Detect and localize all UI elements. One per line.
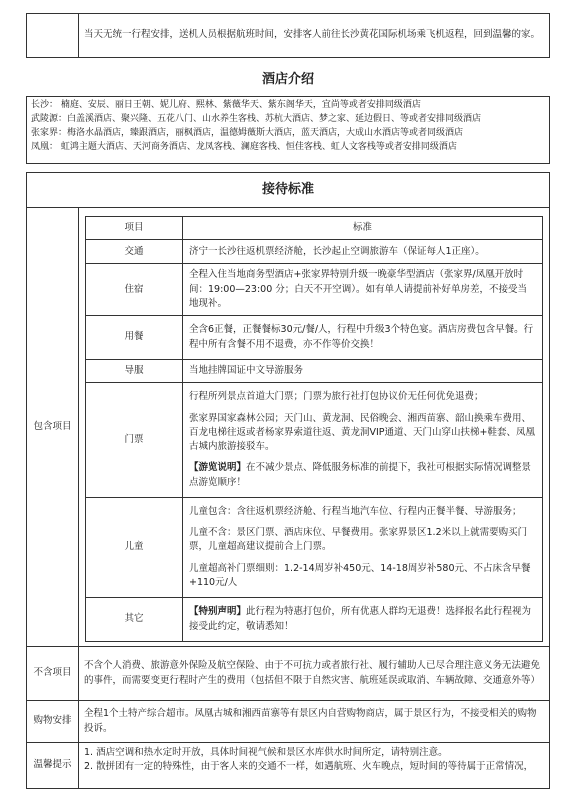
item-other-label: 其它: [86, 598, 183, 642]
hotel-row-zhangjiajie: 张家界：梅洛水晶酒店，臻跟酒店，丽枫酒店，温德姆薇斯大酒店，蓝天酒店，大成山水酒店等或者同级酒店: [31, 127, 464, 138]
shopping-label: 购物安排: [27, 701, 79, 743]
empty-cell: [27, 14, 79, 58]
item-guide-text: 当地挂牌国证中文导游服务: [183, 360, 543, 383]
standard-table: [26, 207, 550, 789]
hotel-list: [26, 96, 550, 164]
child-para-3: 儿童超高补门票细则：1.2-14周岁补450元、14-18周岁补580元、不占床含早餐+110元/人: [189, 562, 531, 588]
item-transport-label: 交通: [86, 240, 183, 264]
other-note-label: 【特别声明】: [189, 606, 247, 618]
inner-header-item: 项目: [86, 217, 183, 240]
other-note-text: 此行程为特惠打包价，所有优惠人群均无退费！选择报名此行程视为接受此约定，敬请悉知！: [189, 606, 532, 632]
tips-line-2: 2. 散拼团有一定的特殊性，由于客人来的交通不一样，如遇航班、火车晚点，短时间的等待属于正常情况，: [84, 761, 534, 773]
inner-header-standard: 标准: [183, 217, 543, 240]
return-day-text: 当天无统一行程安排，送机人员根据航班时间，安排客人前往长沙黄花国际机场乘飞机返程，回到温馨的家。: [79, 14, 550, 58]
tips-label: 温馨提示: [27, 743, 79, 789]
child-para-1: 儿童包含：含往返机票经济舱、行程当地汽车位、行程内正餐半餐、导游服务；: [189, 505, 522, 517]
ticket-note-label: 【游览说明】: [189, 462, 247, 474]
item-hotel-label: 住宿: [86, 264, 183, 316]
item-child-cell: [183, 497, 543, 597]
hotel-row-changsha: 长沙： 楠庭、安辰、丽日王朝、妮儿府、熙林、紫薇华天、紫东阁华天，宜尚等或者安排同级酒店: [31, 100, 421, 110]
item-guide-label: 导服: [86, 360, 183, 383]
shopping-text: 全程1个土特产综合超市。凤凰古城和湘西苗寨等有景区内自营购物商店，属于景区行为，不接受相关的购物投诉。: [79, 701, 550, 743]
item-ticket-label: 门票: [86, 383, 183, 498]
exclude-text: 不含个人消费、旅游意外保险及航空保险、由于不可抗力或者旅行社、履行辅助人已尽合理注意义务无法避免的事件，而需要变更行程时产生的费用（包括但不限于自然灾害、航班延误或取消、车辆故障、交通意外等）: [79, 647, 550, 701]
item-hotel-text: 全程入住当地商务型酒店+张家界特别升级一晚豪华型酒店（张家界/凤凰开放时间：19:00—23:00 分；白天不开空调）。如有单人请提前补好单房差，不接受当地现补。: [183, 264, 543, 316]
hotel-row-wulingyuan: 武陵源：白盖溪酒店、聚兴隆、五花八门、山水养生客栈、苏杭大酒店、梦之家、延边假日、等或者安排同级酒店: [31, 113, 482, 124]
exclude-label: 不含项目: [27, 647, 79, 701]
item-meal-text: 全含6正餐，正餐餐标30元/餐/人，行程中升级3个特色宴。酒店房费包含早餐。行程中所有含餐不用不退费，亦不作等价交换！: [183, 316, 543, 360]
child-para-2: 儿童不含：景区门票、酒店床位、早餐费用。张家界景区1.2米以上就需要购买门票，儿童超高建议提前合上门票。: [189, 527, 528, 553]
item-ticket-cell: [183, 383, 543, 498]
hotel-row-fenghuang: 凤凰： 虹鸿主题大酒店、天河商务酒店、龙凤客栈、澜庭客栈、恒佳客栈、虹人文客栈等或者安排同级酒店: [31, 141, 457, 152]
item-other-cell: [183, 598, 543, 642]
include-label: 包含项目: [27, 208, 79, 647]
tips-cell: [79, 743, 550, 789]
ticket-note: [189, 461, 536, 490]
ticket-para-2: 张家界国家森林公园；天门山、黄龙洞、民俗晚会、湘西苗寨、韶山换乘车费用、百龙电梯往返或者杨家界索道往返、黄龙洞VIP通道、天门山穿山扶梯+鞋套、凤凰古城内旅游接驳车。: [189, 412, 535, 452]
item-meal-label: 用餐: [86, 316, 183, 360]
standard-section-title: 接待标准: [26, 172, 550, 208]
tips-line-1: 1. 酒店空调和热水定时开放，具体时间视气候和景区水库供水时间所定，请特别注意。: [84, 747, 448, 758]
item-child-label: 儿童: [86, 497, 183, 597]
item-transport-text: 济宁一长沙往返机票经济舱，长沙起止空调旅游车（保证每人1正座）。: [183, 240, 543, 264]
ticket-note-text: 在不减少景点、降低服务标准的前提下，我社可根据实际情况调整景点游览顺序！: [189, 462, 532, 488]
return-day-table: [26, 13, 550, 58]
include-inner-table: [85, 216, 543, 642]
hotel-section-title: 酒店介绍: [261, 72, 314, 87]
ticket-para-1: 行程所列景点首道大门票；门票为旅行社打包协议价无任何优免退费；: [189, 391, 484, 403]
